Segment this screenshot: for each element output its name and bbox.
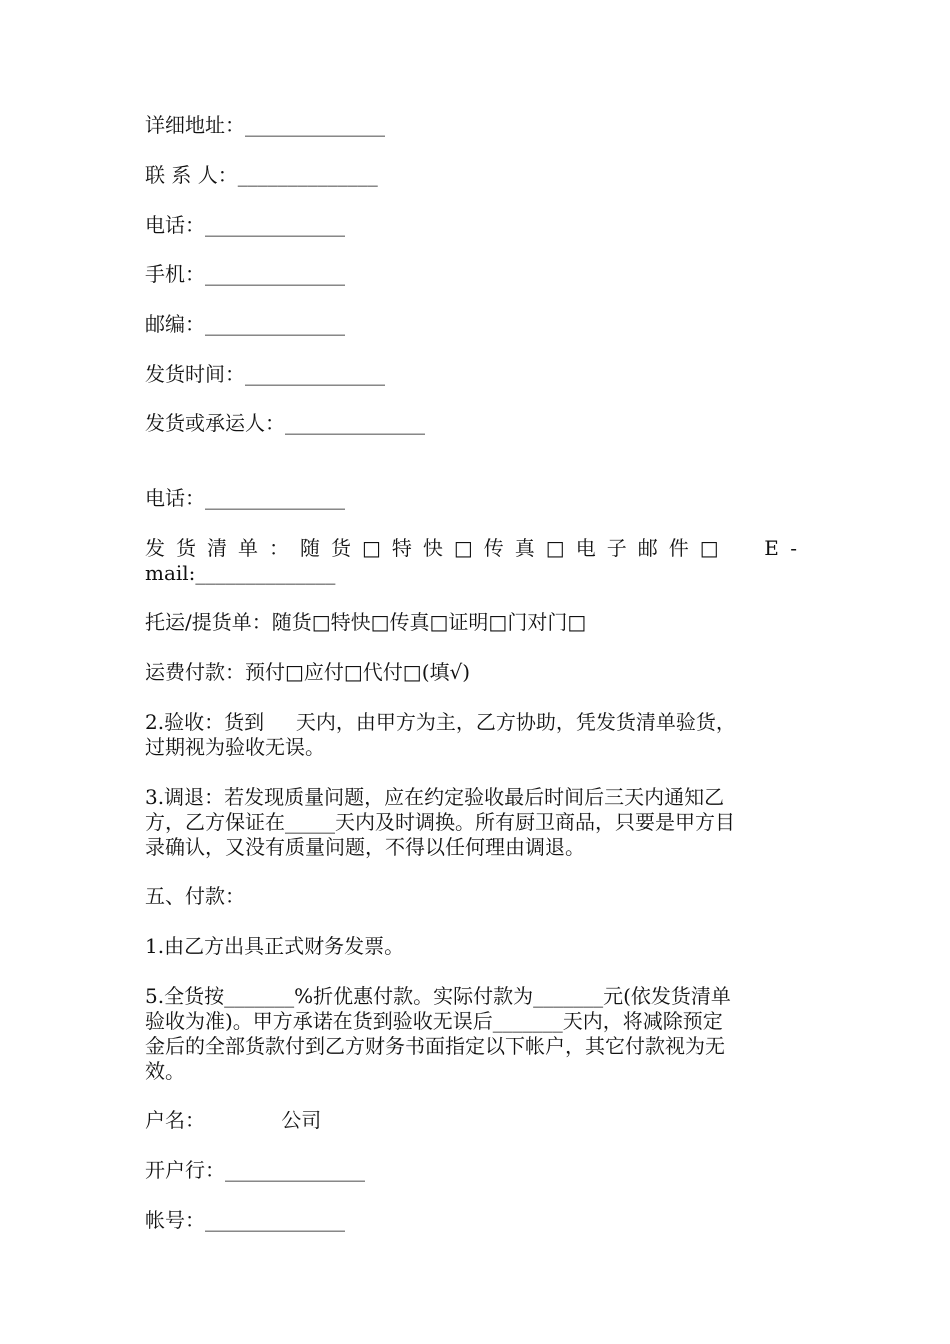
account-number-line: 帐号：______________ — [145, 1208, 345, 1232]
bank-line: 开户行：______________ — [145, 1158, 365, 1182]
shipper-line: 发货或承运人：______________ — [145, 411, 425, 435]
contact-line: 联 系 人：______________ — [145, 163, 378, 187]
postcode-line: 邮编：______________ — [145, 312, 345, 336]
phone-line: 电话：______________ — [145, 213, 345, 237]
payment-clause-5-cont-2: 金后的全部货款付到乙方财务书面指定以下帐户，其它付款视为无 — [145, 1034, 725, 1058]
return-clause-cont-2: 录确认，又没有质量问题，不得以任何理由调退。 — [145, 835, 585, 859]
payment-clause-5: 5.全货按_______%折优惠付款。实际付款为_______元(依发货清单 — [145, 984, 731, 1008]
payment-clause-5-cont-3: 效。 — [145, 1059, 185, 1083]
account-name-line: 户名： 公司 — [145, 1108, 322, 1132]
consign-line: 托运/提货单：随货□特快□传真□证明□门对门□ — [145, 610, 587, 634]
address-line: 详细地址：______________ — [145, 113, 385, 137]
mobile-line: 手机：______________ — [145, 262, 345, 286]
ship-time-line: 发货时间：______________ — [145, 362, 385, 386]
ship-list-line: 发货清单：随货□特快□传真□电子邮件□ E- — [145, 536, 809, 560]
return-clause-cont-1: 方，乙方保证在_____天内及时调换。所有厨卫商品，只要是甲方目 — [145, 810, 735, 834]
ship-list-email-line: mail:______________ — [145, 561, 336, 585]
acceptance-clause: 2.验收：货到 天内，由甲方为主，乙方协助，凭发货清单验货， — [145, 710, 736, 734]
payment-clause-1: 1.由乙方出具正式财务发票。 — [145, 934, 405, 958]
section-heading-payment: 五、付款： — [145, 884, 245, 908]
freight-line: 运费付款：预付□应付□代付□(填√) — [145, 660, 471, 684]
acceptance-clause-cont: 过期视为验收无误。 — [145, 735, 325, 759]
payment-clause-5-cont-1: 验收为准)。甲方承诺在货到验收无误后_______天内，将减除预定 — [145, 1009, 723, 1033]
return-clause: 3.调退：若发现质量问题，应在约定验收最后时间后三天内通知乙 — [145, 785, 725, 809]
phone-line-2: 电话：______________ — [145, 486, 345, 510]
